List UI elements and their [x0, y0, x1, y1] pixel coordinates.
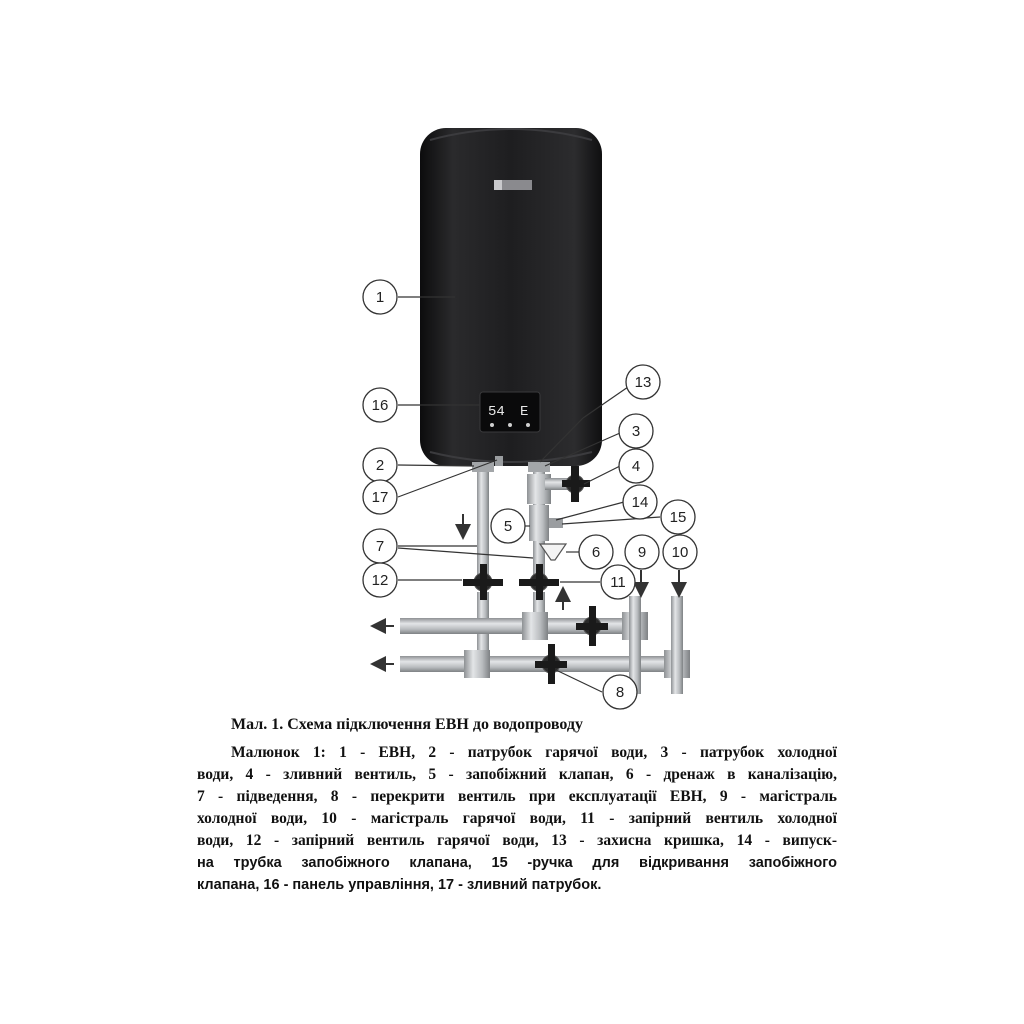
svg-text:11: 11 — [610, 574, 626, 591]
callout-3 — [619, 414, 653, 448]
svg-text:14: 14 — [631, 494, 649, 511]
callout-6 — [579, 535, 613, 569]
svg-text:8: 8 — [615, 684, 625, 701]
callout-13 — [626, 365, 660, 399]
panel-button — [508, 423, 512, 427]
control-panel — [480, 392, 540, 432]
legend-line: 7 - підведення, 8 - перекрити вентиль при експлуатації ЕВН, 9 - магістраль — [197, 788, 837, 805]
callout-4 — [619, 449, 653, 483]
callout-2 — [363, 448, 397, 482]
svg-text:17: 17 — [371, 489, 389, 506]
cold-shutoff-valve — [519, 564, 559, 600]
callout-12 — [363, 563, 397, 597]
legend-line: клапана, 16 - панель управління, 17 - зливний патрубок. — [197, 877, 602, 893]
legend-line: на трубка запобіжного клапана, 15 -ручка для відкривання запобіжного — [197, 855, 837, 871]
callout-14 — [623, 485, 657, 519]
callout-7 — [363, 529, 397, 563]
callout-1 — [363, 280, 397, 314]
svg-text:6: 6 — [591, 544, 601, 561]
svg-text:12: 12 — [371, 572, 389, 589]
figure-legend-continued — [197, 852, 837, 896]
svg-text:13: 13 — [634, 374, 652, 391]
legend-line: холодної води, 10 - магістраль гарячої води, 11 - запірний вентиль холодної — [197, 810, 837, 827]
bypass-valve-upper — [576, 606, 608, 646]
legend-line: води, 12 - запірний вентиль гарячої води, 13 - захисна кришка, 14 - випуск- — [197, 832, 837, 849]
callout-8 — [603, 675, 637, 709]
svg-text:4: 4 — [631, 458, 641, 475]
display-symbol: E — [520, 404, 529, 420]
callout-9 — [625, 535, 659, 569]
svg-text:9: 9 — [637, 544, 647, 561]
svg-text:5: 5 — [503, 518, 513, 535]
figure-title: Мал. 1. Схема підключення ЕВН до водопроводу — [231, 716, 583, 733]
brand-logo-mark — [494, 180, 502, 190]
svg-text:1: 1 — [375, 289, 385, 306]
legend-line: води, 4 - зливний вентиль, 5 - запобіжний клапан, 6 - дренаж в каналізацію, — [197, 766, 837, 783]
svg-text:16: 16 — [371, 397, 389, 414]
callout-11 — [601, 565, 635, 599]
hot-shutoff-valve — [463, 564, 503, 600]
display-reading: 54 — [488, 404, 505, 420]
bypass-valve-lower — [535, 644, 567, 684]
callout-5 — [491, 509, 525, 543]
callout-17 — [363, 480, 397, 514]
callout-15 — [661, 500, 695, 534]
svg-text:2: 2 — [375, 457, 385, 474]
drain-valve — [562, 466, 590, 502]
legend-line: Малюнок 1: 1 - ЕВН, 2 - патрубок гарячої води, 3 - патрубок холодної — [231, 744, 837, 761]
figure-legend — [197, 742, 837, 852]
callout-16 — [363, 388, 397, 422]
svg-text:7: 7 — [375, 538, 385, 555]
panel-button — [490, 423, 494, 427]
svg-text:15: 15 — [669, 509, 687, 526]
panel-button — [526, 423, 530, 427]
callout-10 — [663, 535, 697, 569]
svg-text:10: 10 — [671, 544, 689, 561]
svg-text:3: 3 — [631, 423, 641, 440]
